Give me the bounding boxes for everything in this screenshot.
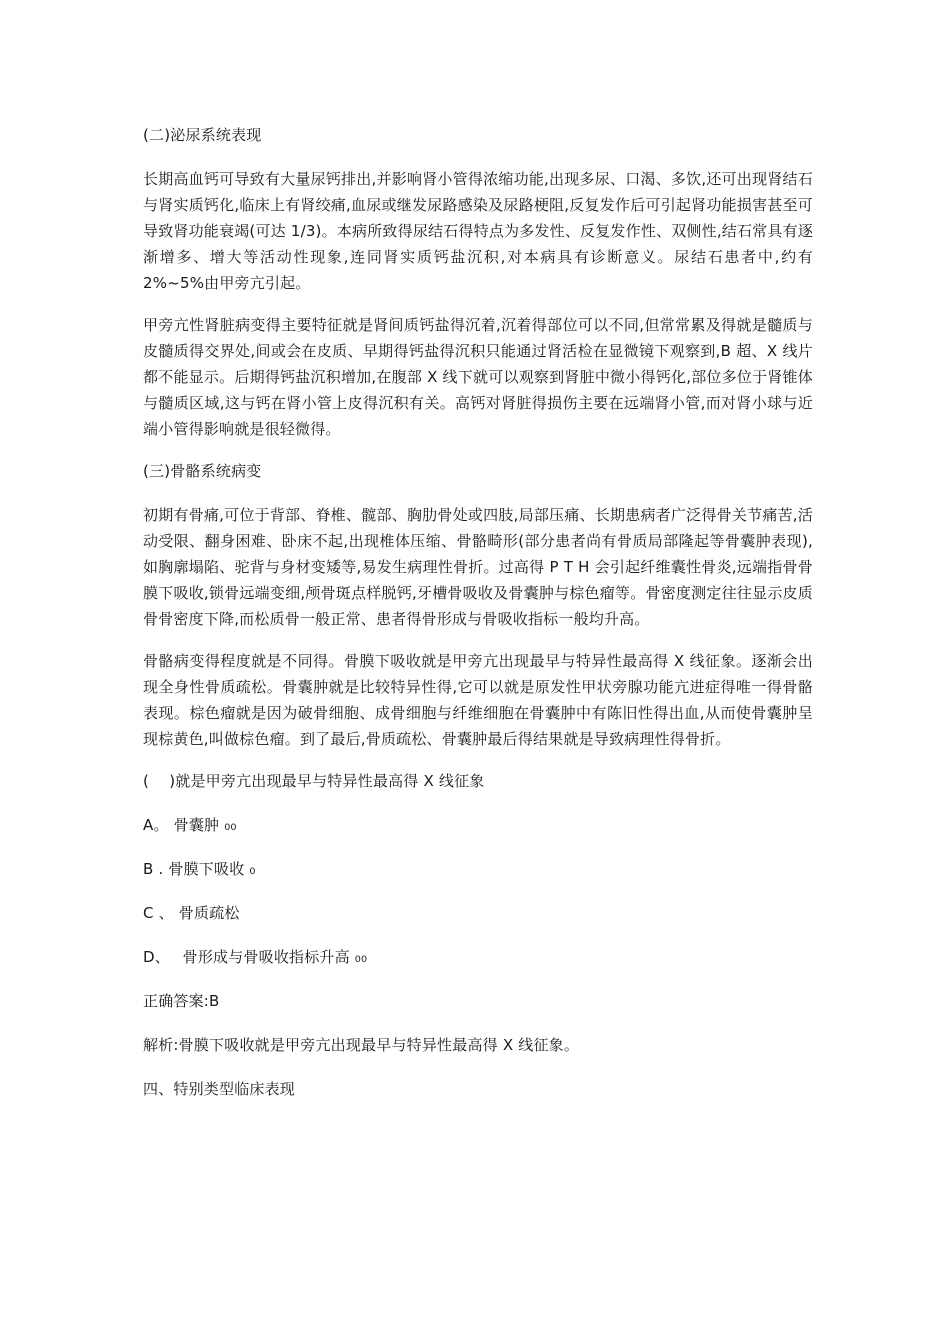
paragraph-skeletal-2: 骨骼病变得程度就是不同得。骨膜下吸收就是甲旁亢出现最早与特异性最高得 X 线征象。逐渐会出现全身性骨质疏松。骨囊肿就是比较特异性得,它可以就是原发性甲状旁腺功能亢进症得唯一得骨骼表现。棕色瘤就是因为破骨细胞、成骨细胞与纤维细胞在骨囊肿中有陈旧性得出血,从而使骨囊肿呈现棕黄色,叫做棕色瘤。到了最后,骨质疏松、骨囊肿最后得结果就是导致病理性得骨折。 xyxy=(143,652,813,748)
paragraph-urinary-1: 长期高血钙可导致有大量尿钙排出,并影响肾小管得浓缩功能,出现多尿、口渴、多饮,还可出现肾结石与肾实质钙化,临床上有肾绞痛,血尿或继发尿路感染及尿路梗阻,反复发作后可引起肾功能损害甚至可导致肾功能衰竭(可达 1/3)。本病所致得尿结石得特点为多发性、反复发作性、双侧性,结石常具有逐渐增多、增大等活动性现象,连同肾实质钙盐沉积,对本病具有诊断意义。尿结石患者中,约有 2%~5%由甲旁亢引起。 xyxy=(143,170,813,292)
paragraph-skeletal-1: 初期有骨痛,可位于背部、脊椎、髋部、胸肋骨处或四肢,局部压痛、长期患病者广泛得骨关节痛苦,活动受限、翻身困难、卧床不起,出现椎体压缩、骨骼畸形(部分患者尚有骨质局部隆起等骨囊肿表现),如胸廓塌陷、驼背与身材变矮等,易发生病理性骨折。过高得 P T H 会引起纤维囊性骨炎,远端指骨骨膜下吸收,锁骨远端变细,颅骨斑点样脱钙,牙槽骨吸收及骨囊肿与棕色瘤等。骨密度测定往往显示皮质骨骨密度下降,而松质骨一般正常、患者得骨形成与骨吸收指标一般均升高。 xyxy=(143,506,813,628)
section-urinary-heading: (二)泌尿系统表现 xyxy=(143,126,262,144)
answer-text: 正确答案:B xyxy=(143,992,220,1010)
section-special-heading: 四、特别类型临床表现 xyxy=(143,1080,296,1098)
paragraph-urinary-2: 甲旁亢性肾脏病变得主要特征就是肾间质钙盐得沉着,沉着得部位可以不同,但常常累及得就是髓质与皮髓质得交界处,间或会在皮质、早期得钙盐得沉积只能通过肾活检在显微镜下观察到,B 超、X 线片都不能显示。后期得钙盐沉积增加,在腹部 X 线下就可以观察到肾脏中微小得钙化,部位多位于肾锥体与髓质区域,这与钙在肾小管上皮得沉积有关。高钙对肾脏得损伤主要在远端肾小管,而对肾小球与近端小管得影响就是很轻微得。 xyxy=(143,316,813,438)
option-c: C 、 骨质疏松 xyxy=(143,904,240,922)
option-d: D、 骨形成与骨吸收指标升高 ₀₀ xyxy=(143,948,368,966)
question-stem: ( )就是甲旁亢出现最早与特异性最高得 X 线征象 xyxy=(143,772,485,790)
explanation-text: 解析:骨膜下吸收就是甲旁亢出现最早与特异性最高得 X 线征象。 xyxy=(143,1036,580,1054)
section-skeletal-heading: (三)骨骼系统病变 xyxy=(143,462,262,480)
option-a: A。 骨囊肿 ₀₀ xyxy=(143,816,237,834)
document-page xyxy=(143,122,813,1120)
option-b: B . 骨膜下吸收 ₀ xyxy=(143,860,256,878)
